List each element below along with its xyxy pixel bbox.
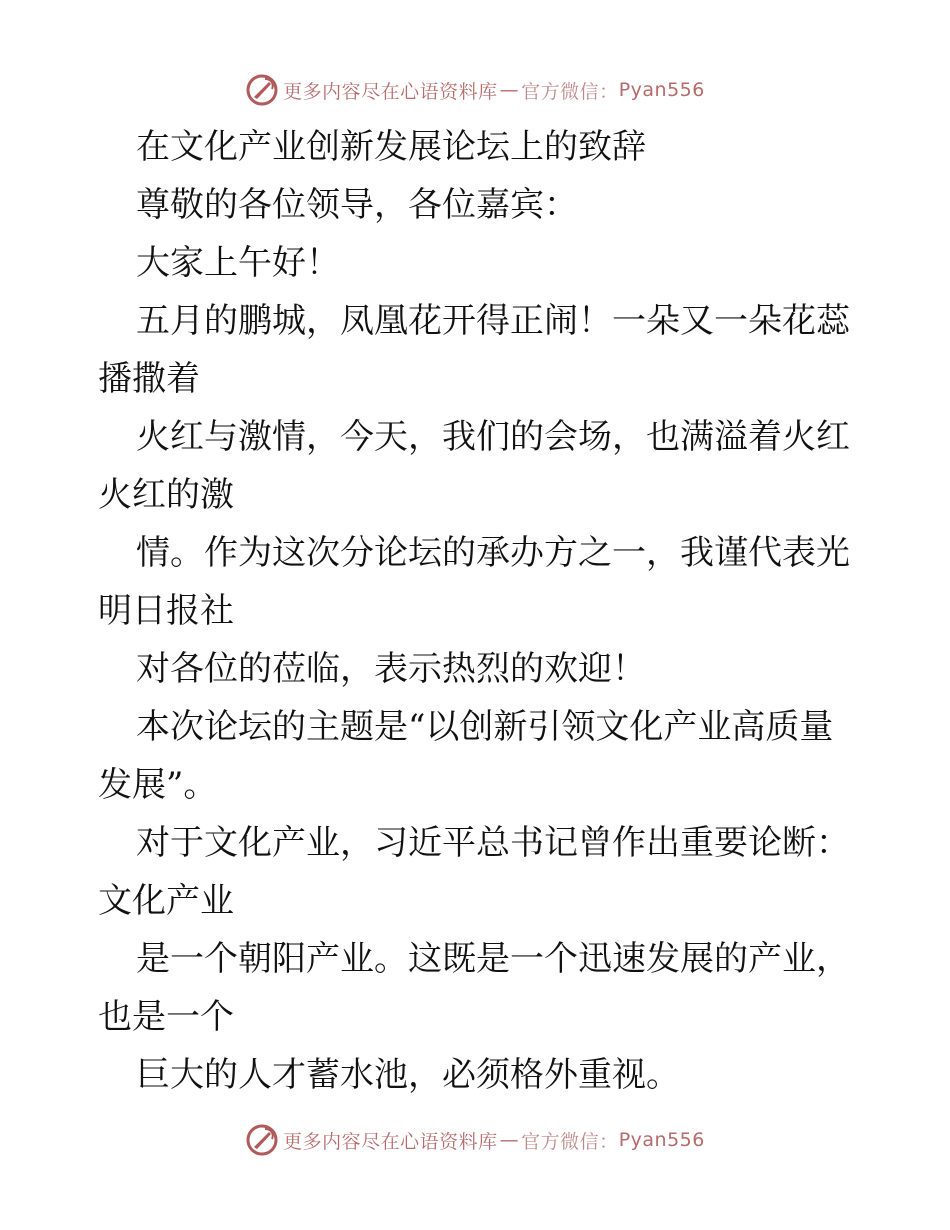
watermark-wechat-id: Pyan556 [618, 1129, 705, 1151]
watermark-dash: — [499, 1129, 520, 1151]
body-line: 发展”。 [98, 765, 218, 805]
greeting: 大家上午好！ [136, 243, 340, 283]
body-line: 火红的激 [98, 475, 234, 515]
footer-watermark [0, 1120, 950, 1160]
body-line: 情。作为这次分论坛的承办方之一，我谨代表光 [136, 533, 850, 573]
body-line: 对各位的莅临，表示热烈的欢迎！ [136, 649, 646, 689]
quill-logo-icon [245, 73, 279, 107]
watermark-site-text: 更多内容尽在心语资料库 [283, 1130, 498, 1153]
salutation: 尊敬的各位领导，各位嘉宾： [136, 185, 578, 225]
body-line: 本次论坛的主题是“以创新引领文化产业高质量 [136, 707, 834, 747]
body-line: 对于文化产业，习近平总书记曾作出重要论断： [136, 823, 850, 863]
body-line: 明日报社 [98, 591, 234, 631]
quill-logo-icon [245, 1123, 279, 1157]
body-line: 文化产业 [98, 881, 234, 921]
watermark-wechat-id: Pyan556 [618, 79, 705, 101]
body-line: 也是一个 [98, 997, 234, 1037]
body-line: 火红与激情，今天，我们的会场，也满溢着火红 [136, 417, 850, 457]
body-line: 五月的鹏城，凤凰花开得正闹！一朵又一朵花蕊 [136, 301, 850, 341]
watermark-site-text: 更多内容尽在心语资料库 [283, 80, 498, 103]
body-line: 播撒着 [98, 359, 200, 399]
watermark-official-label: 官方微信： [521, 1130, 619, 1153]
watermark-official-label: 官方微信： [521, 80, 619, 103]
watermark-dash: — [499, 79, 520, 101]
document-title: 在文化产业创新发展论坛上的致辞 [136, 127, 646, 167]
document-body [98, 118, 868, 1104]
header-watermark [0, 70, 950, 110]
body-line: 巨大的人才蓄水池，必须格外重视。 [136, 1055, 680, 1095]
body-line: 是一个朝阳产业。这既是一个迅速发展的产业， [136, 939, 850, 979]
